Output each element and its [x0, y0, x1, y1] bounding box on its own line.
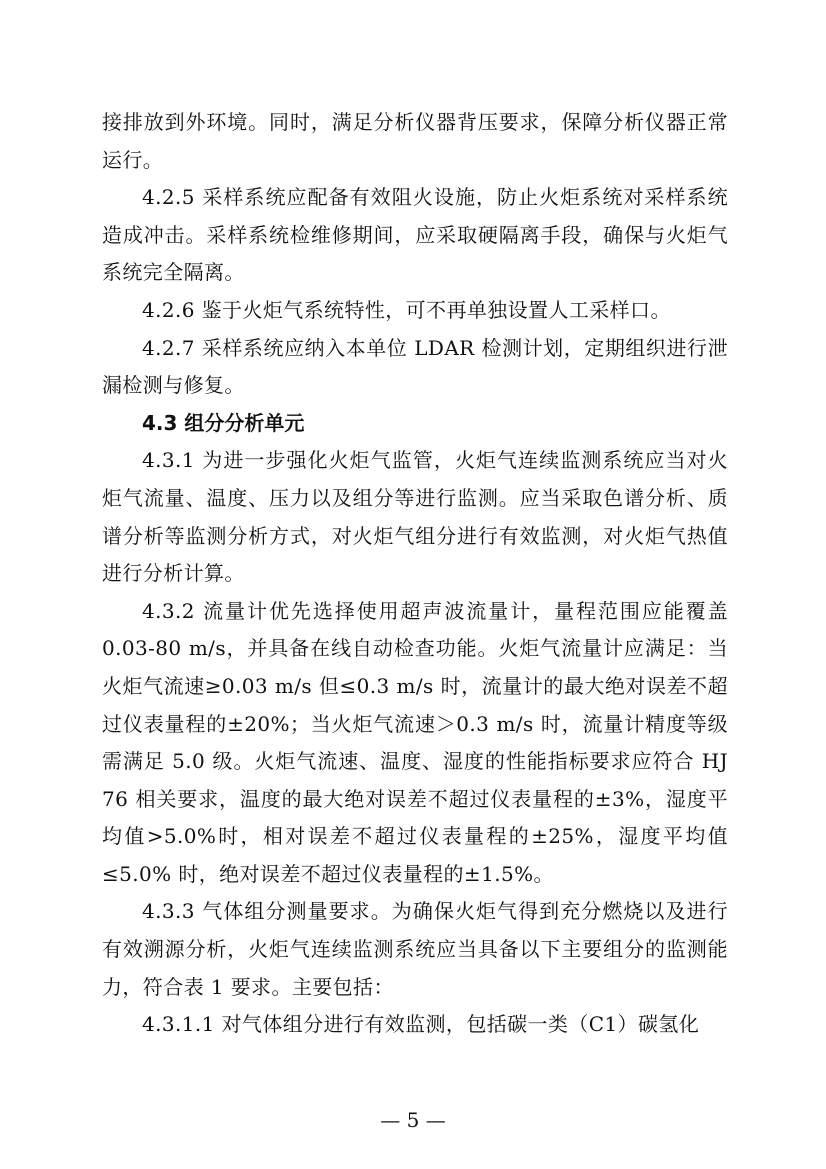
paragraph-4-3-1-1: 4.3.1.1 对气体组分进行有效监测，包括碳一类（C1）碳氢化 — [142, 1012, 700, 1037]
paragraph-4-2-7: 4.2.7 采样系统应纳入本单位 LDAR 检测计划，定期组织进行泄漏检测与修复。 — [102, 335, 728, 398]
paragraph-4-2-6: 4.2.6 鉴于火炬气系统特性，可不再单独设置人工采样口。 — [142, 297, 671, 322]
paragraph-4-3-2: 4.3.2 流量计优先选择使用超声波流量计，量程范围应能覆盖 0.03-80 m/s，并具备在线自动检查功能。火炬气流量计应满足：当火炬气流速≥0.03 m/s 但≤0.3 m/s 时，流量计的最大绝对误差不超过仪表量程的±20%；当火炬气流速＞0.3 m/s 时，流量计精度等级需满足 5.0 级。火炬气流速、温度、湿度的性能指标要求应符合 HJ 76 相关要求，温度的最大绝对误差不超过仪表量程的±3%，湿度平均值>5.0%时，相对误差不超过仪表量程的±25%，湿度平均值≤5.0% 时，绝对误差不超过仪表量程的±1.5%。 — [102, 598, 728, 886]
document-body — [102, 104, 728, 1044]
paragraph-continuation: 接排放到外环境。同时，满足分析仪器背压要求，保障分析仪器正常运行。 — [102, 110, 728, 172]
page-number: — 5 — — [380, 1108, 446, 1132]
paragraph-4-3-3: 4.3.3 气体组分测量要求。为确保火炬气得到充分燃烧以及进行有效溯源分析，火炬气连续监测系统应当具备以下主要组分的监测能力，符合表 1 要求。主要包括： — [102, 899, 728, 999]
section-heading-4-3: 4.3 组分分析单元 — [142, 410, 305, 435]
paragraph-4-2-5: 4.2.5 采样系统应配备有效阻火设施，防止火炬系统对采样系统造成冲击。采样系统检维修期间，应采取硬隔离手段，确保与火炬气系统完全隔离。 — [102, 185, 728, 285]
paragraph-4-3-1: 4.3.1 为进一步强化火炬气监管，火炬气连续监测系统应当对火炬气流量、温度、压力以及组分等进行监测。应当采取色谱分析、质谱分析等监测分析方式，对火炬气组分进行有效监测，对火炬气热值进行分析计算。 — [102, 448, 728, 586]
